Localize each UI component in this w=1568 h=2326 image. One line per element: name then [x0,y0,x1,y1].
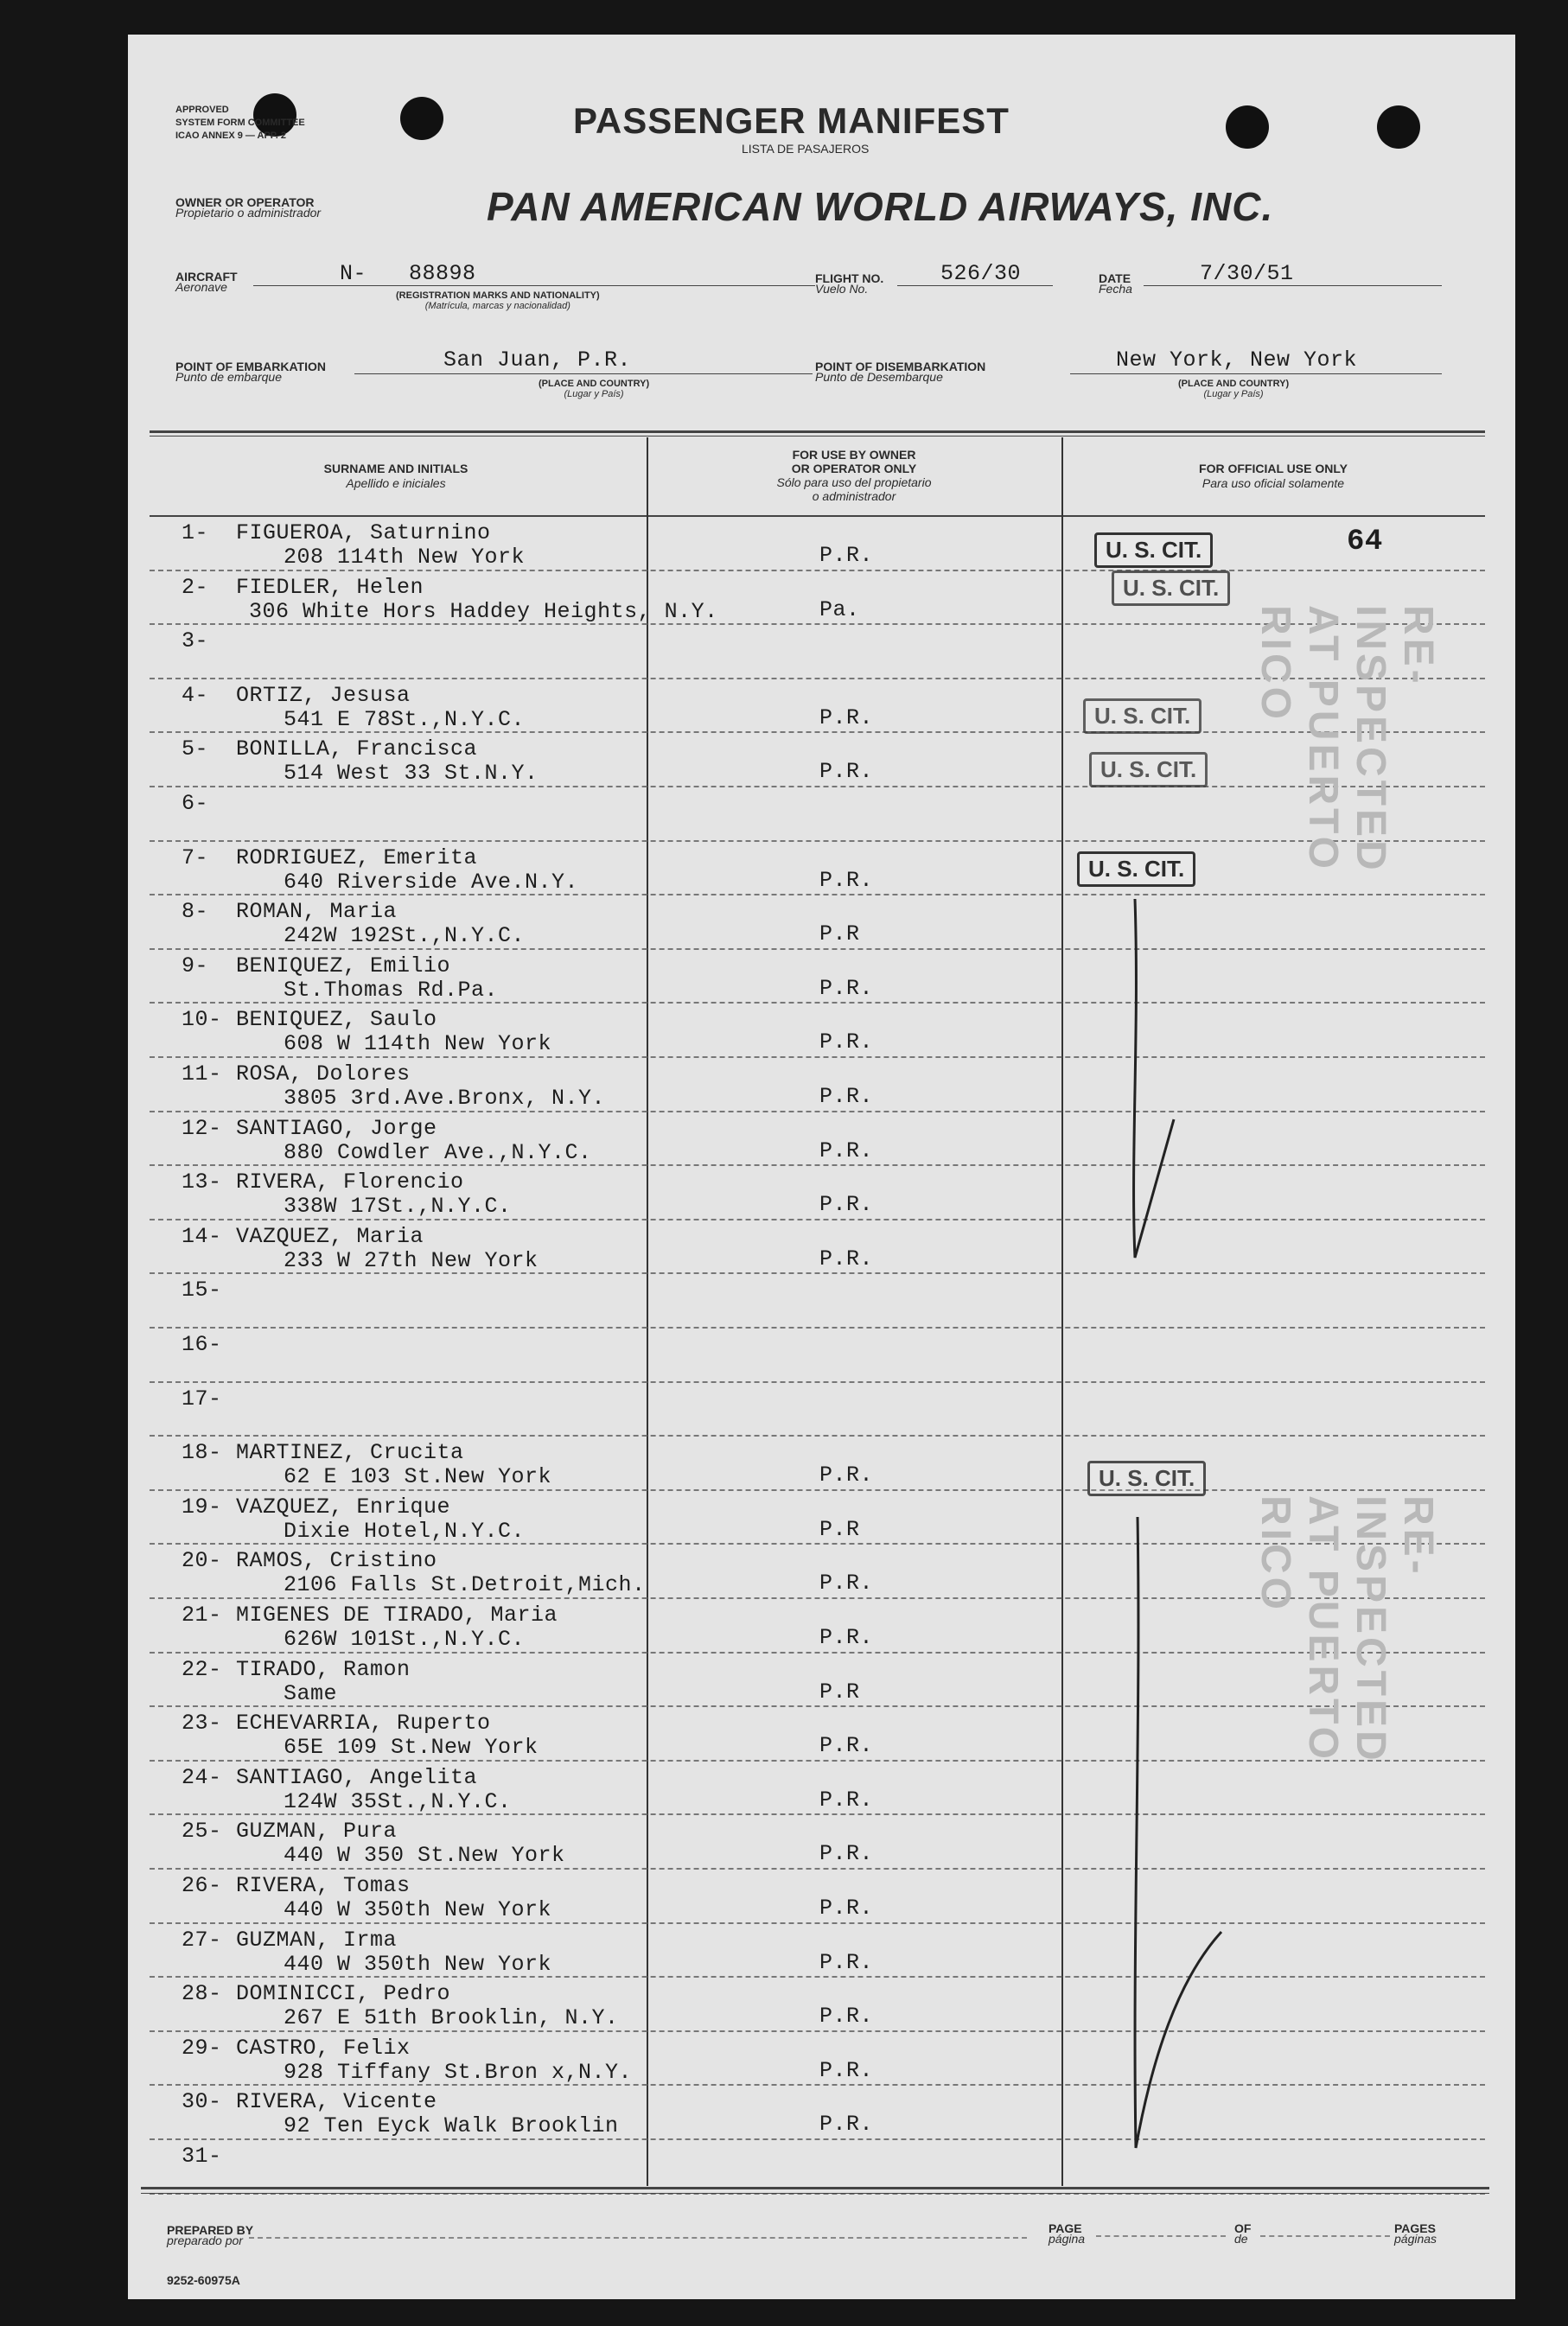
operator-code: P.R. [819,2112,874,2138]
passenger-address: 124W 35St.,N.Y.C. [284,1788,512,1814]
page-label: PAGE página [1049,2221,1086,2246]
embarkation-label: POINT OF EMBARKATION Punto de embarque [175,360,326,384]
passenger-name: FIGUEROA, Saturnino [236,520,491,545]
row-number: 5- [182,736,209,762]
passenger-name: RODRIGUEZ, Emerita [236,844,478,870]
row-number: 22- [182,1656,222,1682]
passenger-name: ROSA, Dolores [236,1061,411,1087]
us-citizen-stamp: U. S. CIT. [1087,1461,1206,1496]
passenger-address: 608 W 114th New York [284,1031,552,1057]
passenger-name: BENIQUEZ, Emilio [236,953,451,978]
passenger-address: 440 W 350th New York [284,1951,552,1977]
row-number: 13- [182,1169,222,1195]
passenger-address: 267 E 51th Brooklin, N.Y. [284,2005,619,2031]
owner-label: OWNER OR OPERATOR Propietario o administrador [175,195,322,220]
official-count: 64 [1347,526,1383,558]
row-number: 31- [182,2144,222,2169]
passenger-address: 208 114th New York [284,545,526,570]
passenger-address: 62 E 103 St.New York [284,1464,552,1490]
owner-name: PAN AMERICAN WORLD AIRWAYS, INC. [487,184,1274,229]
disembark-place-caption: (PLACE AND COUNTRY) (Lugar y País) [1178,379,1290,399]
row-number: 24- [182,1764,222,1790]
prepared-by-label: PREPARED BY preparado por [167,2223,254,2247]
passenger-address: 3805 3rd.Ave.Bronx, N.Y. [284,1086,606,1111]
disembarkation-label: POINT OF DISEMBARKATION Punto de Desembarque [815,360,986,384]
row-number: 19- [182,1494,222,1520]
us-citizen-stamp: U. S. CIT. [1089,752,1208,787]
operator-code: Pa. [819,596,860,622]
row-number: 6- [182,791,209,816]
row-number: 27- [182,1927,222,1953]
row-number: 21- [182,1603,222,1628]
us-citizen-stamp: U. S. CIT. [1112,570,1230,606]
operator-code: P.R [819,1679,860,1705]
passenger-name: VAZQUEZ, Maria [236,1223,424,1249]
operator-code: P.R. [819,1029,874,1055]
passenger-address: 233 W 27th New York [284,1247,539,1273]
passenger-address: Same [284,1680,338,1706]
passenger-address: 242W 192St.,N.Y.C. [284,923,526,949]
operator-code: P.R. [819,1841,874,1867]
reinspected-stamp: RE-INSPECTED AT PUERTO RICO [1252,605,1441,874]
row-number: 28- [182,1981,222,2007]
passenger-name: FIEDLER, Helen [236,574,424,600]
operator-code: P.R. [819,1896,874,1921]
passenger-name: ORTIZ, Jesusa [236,682,411,708]
passenger-name: GUZMAN, Irma [236,1927,398,1953]
operator-code: P.R. [819,759,874,785]
operator-code: P.R. [819,704,874,730]
operator-code: P.R. [819,1246,874,1271]
row-number: 29- [182,2035,222,2061]
operator-code: P.R. [819,1625,874,1650]
aircraft-prefix: N- [340,261,367,286]
disembarkation-value: New York, New York [1116,347,1358,373]
passenger-name: MIGENES DE TIRADO, Maria [236,1603,558,1628]
passenger-address: 306 White Hors Haddey Heights, N.Y. [249,598,718,624]
pages-label: PAGES páginas [1394,2221,1437,2246]
passenger-address: 92 Ten Eyck Walk Brooklin [284,2113,619,2139]
passenger-address: 338W 17St.,N.Y.C. [284,1194,512,1220]
row-number: 2- [182,574,209,600]
passenger-name: DOMINICCI, Pedro [236,1981,451,2007]
flight-label: FLIGHT NO. Vuelo No. [815,271,884,296]
form-code: 9252-60975A [167,2273,240,2287]
row-number: 23- [182,1711,222,1737]
passenger-address: 440 W 350 St.New York [284,1843,565,1869]
operator-code: P.R [819,1516,860,1542]
passenger-address: 928 Tiffany St.Bron x,N.Y. [284,2059,633,2085]
column-header-surname: SURNAME AND INITIALS Apellido e iniciales [323,462,468,490]
passenger-name: CASTRO, Felix [236,2035,411,2061]
row-number: 14- [182,1223,222,1249]
row-number: 26- [182,1873,222,1898]
passenger-name: RIVERA, Florencio [236,1169,464,1195]
passenger-name: ECHEVARRIA, Ruperto [236,1711,491,1737]
passenger-name: SANTIAGO, Angelita [236,1764,478,1790]
date-value: 7/30/51 [1200,261,1294,286]
row-number: 25- [182,1819,222,1845]
aircraft-label: AIRCRAFT Aeronave [175,270,238,294]
passenger-name: RAMOS, Cristino [236,1548,437,1574]
flight-number: 526/30 [940,261,1022,286]
row-number: 9- [182,953,209,978]
row-number: 18- [182,1440,222,1466]
passenger-name: BONILLA, Francisca [236,736,478,762]
row-number: 16- [182,1332,222,1357]
row-number: 4- [182,682,209,708]
check-marks [128,35,1515,2299]
passenger-address: 880 Cowdler Ave.,N.Y.C. [284,1139,592,1165]
operator-code: P.R. [819,1733,874,1759]
operator-code: P.R. [819,1571,874,1596]
passenger-address: 626W 101St.,N.Y.C. [284,1627,526,1652]
embark-place-caption: (PLACE AND COUNTRY) (Lugar y País) [539,379,650,399]
passenger-name: MARTINEZ, Crucita [236,1440,464,1466]
passenger-name: SANTIAGO, Jorge [236,1115,437,1141]
row-number: 20- [182,1548,222,1574]
row-number: 15- [182,1278,222,1303]
row-number: 30- [182,2089,222,2115]
passenger-address: 514 West 33 St.N.Y. [284,761,539,787]
row-number: 1- [182,520,209,545]
row-number: 17- [182,1386,222,1412]
approval-block: APPROVED SYSTEM FORM COMMITTEE ICAO ANNEX 9 — APP. 2 [175,105,305,141]
passenger-name: TIRADO, Ramon [236,1656,411,1682]
row-number: 12- [182,1115,222,1141]
us-citizen-stamp: U. S. CIT. [1083,698,1201,734]
passenger-address: Dixie Hotel,N.Y.C. [284,1518,526,1544]
operator-code: P.R. [819,1192,874,1218]
passenger-address: 65E 109 St.New York [284,1735,539,1761]
operator-code: P.R. [819,2004,874,2030]
row-number: 11- [182,1061,222,1087]
passenger-name: VAZQUEZ, Enrique [236,1494,451,1520]
page-subtitle: LISTA DE PASAJEROS [742,142,870,156]
passenger-name: ROMAN, Maria [236,899,398,925]
operator-code: P.R. [819,1084,874,1109]
operator-code: P.R. [819,1138,874,1163]
passenger-address: 440 W 350th New York [284,1897,552,1922]
reinspected-stamp: RE-INSPECTED AT PUERTO RICO [1252,1495,1441,1764]
passenger-address: 541 E 78St.,N.Y.C. [284,706,526,732]
row-number: 7- [182,844,209,870]
operator-code: P.R. [819,867,874,893]
row-number: 3- [182,628,209,654]
column-header-official: FOR OFFICIAL USE ONLY Para uso oficial solamente [1199,462,1348,490]
operator-code: P.R. [819,1949,874,1975]
column-header-operator: FOR USE BY OWNER OR OPERATOR ONLY Sólo para uso del propietario o administrador [776,448,932,503]
operator-code: P.R. [819,543,874,568]
operator-code: P.R [819,921,860,947]
embarkation-value: San Juan, P.R. [443,347,632,373]
date-label: DATE Fecha [1099,271,1132,296]
of-label: OF de [1234,2221,1252,2246]
aircraft-number: 88898 [409,261,476,286]
passenger-name: GUZMAN, Pura [236,1819,398,1845]
passenger-name: RIVERA, Tomas [236,1873,411,1898]
passenger-name: RIVERA, Vicente [236,2089,437,2115]
passenger-address: St.Thomas Rd.Pa. [284,977,499,1003]
operator-code: P.R. [819,1463,874,1488]
operator-code: P.R. [819,975,874,1001]
manifest-page [128,35,1515,2299]
operator-code: P.R. [819,1787,874,1813]
passenger-name: BENIQUEZ, Saulo [236,1007,437,1033]
row-number: 10- [182,1007,222,1033]
page-title: PASSENGER MANIFEST [573,100,1010,141]
passenger-address: 2106 Falls St.Detroit,Mich. [284,1572,646,1598]
row-number: 8- [182,899,209,925]
us-citizen-stamp: U. S. CIT. [1094,532,1213,568]
operator-code: P.R. [819,2057,874,2083]
registration-caption: (REGISTRATION MARKS AND NATIONALITY) (Matrícula, marcas y nacionalidad) [396,290,600,311]
us-citizen-stamp: U. S. CIT. [1077,851,1195,887]
passenger-address: 640 Riverside Ave.N.Y. [284,869,579,895]
